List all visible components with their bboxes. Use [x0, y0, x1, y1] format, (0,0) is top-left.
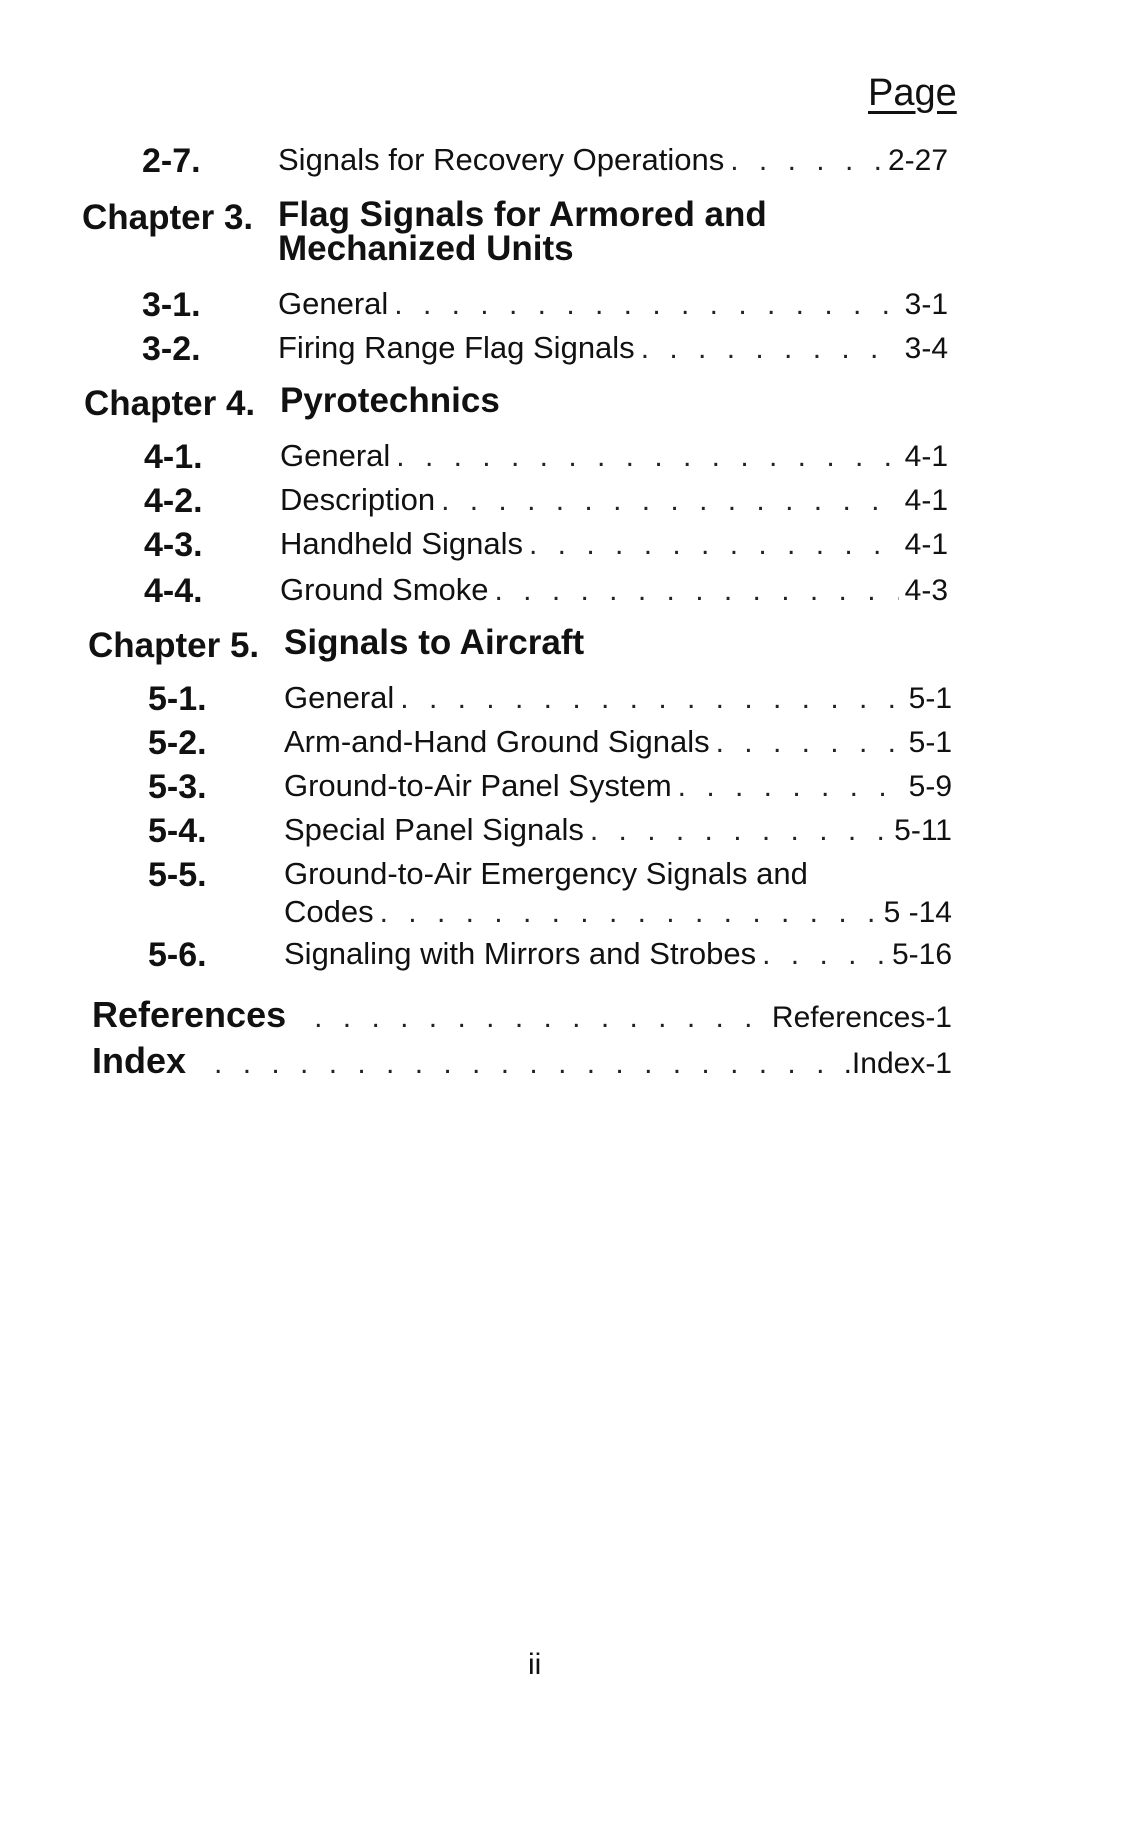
toc-entry-5-1[interactable]	[284, 680, 952, 716]
entry-page: 5-1	[908, 682, 952, 715]
entry-title: General	[278, 286, 389, 321]
entry-title: Firing Range Flag Signals	[278, 330, 635, 365]
entry-page: 3-1	[904, 288, 948, 321]
entry-page: 4-1	[904, 440, 948, 473]
toc-entry-index[interactable]	[92, 1040, 952, 1082]
entry-title: Signals for Recovery Operations	[278, 142, 725, 177]
entry-number: 5-3.	[148, 768, 207, 806]
chapter-title-line1[interactable]: Flag Signals for Armored and	[278, 195, 767, 234]
entry-number: 4-2.	[144, 482, 203, 520]
leader-dots	[400, 682, 902, 716]
chapter-number: Chapter 3.	[82, 198, 254, 237]
entry-number: 3-1.	[142, 286, 201, 324]
page-column-heading: Page	[868, 72, 957, 114]
page-number: ii	[528, 1648, 542, 1681]
leader-dots	[394, 288, 898, 322]
entry-number: 5-2.	[148, 724, 207, 762]
toc-entry-3-2[interactable]	[278, 330, 948, 366]
entry-page: 3-4	[904, 332, 948, 365]
leader-dots	[396, 440, 898, 474]
toc-entry-5-5[interactable]	[284, 894, 952, 930]
leader-dots	[590, 814, 888, 848]
entry-number: 2-7.	[142, 142, 201, 180]
entry-number: 4-4.	[144, 572, 203, 610]
entry-title-line2: Codes	[284, 894, 374, 929]
entry-page: 2-27	[887, 144, 948, 177]
chapter-title[interactable]: Pyrotechnics	[280, 381, 500, 420]
entry-title: Signaling with Mirrors and Strobes	[284, 936, 757, 971]
entry-title: Ground Smoke	[280, 572, 489, 607]
toc-entry-5-6[interactable]	[284, 936, 952, 972]
chapter-title[interactable]: Signals to Aircraft	[284, 623, 585, 662]
entry-page: 5-11	[894, 814, 952, 847]
leader-dots	[641, 332, 899, 366]
chapter-number: Chapter 4.	[84, 384, 256, 423]
toc-entry-4-4[interactable]	[280, 572, 948, 608]
entry-title: Handheld Signals	[280, 526, 524, 561]
toc-entry-4-1[interactable]	[280, 438, 948, 474]
entry-page: 5-1	[908, 726, 952, 759]
toc-entry-5-3[interactable]	[284, 768, 952, 804]
toc-entry-4-3[interactable]	[280, 526, 948, 562]
toc-entry-3-1[interactable]	[278, 286, 948, 322]
entry-page: 5-16	[891, 938, 952, 971]
entry-page: 5-9	[908, 770, 952, 803]
leader-dots	[678, 770, 903, 804]
leader-dots	[730, 144, 882, 178]
entry-page: 5 -14	[883, 896, 952, 929]
chapter-title-line2[interactable]: Mechanized Units	[278, 229, 574, 268]
toc-entry-2-7[interactable]	[278, 142, 948, 178]
toc-entry-4-2[interactable]	[280, 482, 948, 518]
entry-title: Ground-to-Air Panel System	[284, 768, 672, 803]
entry-number: 4-1.	[144, 438, 203, 476]
entry-title: Description	[280, 482, 436, 517]
entry-title: General	[280, 438, 391, 473]
entry-page: 4-1	[904, 528, 948, 561]
entry-number: 5-5.	[148, 856, 207, 894]
toc-entry-5-4[interactable]	[284, 812, 952, 848]
chapter-number: Chapter 5.	[88, 626, 260, 665]
leader-dots	[380, 896, 878, 930]
toc-entry-references[interactable]	[92, 994, 952, 1036]
toc-entry-5-2[interactable]	[284, 724, 952, 760]
leader-dots	[495, 574, 899, 608]
entry-page: References-1	[771, 1001, 952, 1034]
entry-title: References	[92, 994, 287, 1035]
entry-title: General	[284, 680, 395, 715]
entry-number: 5-6.	[148, 936, 207, 974]
entry-page: .Index-1	[843, 1047, 952, 1080]
entry-title-line1[interactable]: Ground-to-Air Emergency Signals and	[284, 856, 808, 891]
leader-dots	[529, 528, 899, 562]
leader-dots	[214, 1047, 844, 1081]
entry-title: Index	[92, 1040, 187, 1081]
leader-dots	[441, 484, 899, 518]
entry-number: 3-2.	[142, 330, 201, 368]
entry-number: 5-4.	[148, 812, 207, 850]
leader-dots	[762, 938, 886, 972]
entry-number: 5-1.	[148, 680, 207, 718]
entry-title: Arm-and-Hand Ground Signals	[284, 724, 710, 759]
entry-page: 4-1	[904, 484, 948, 517]
entry-page: 4-3	[904, 574, 948, 607]
entry-number: 4-3.	[144, 526, 203, 564]
entry-title: Special Panel Signals	[284, 812, 584, 847]
leader-dots	[314, 1001, 766, 1035]
leader-dots	[716, 726, 903, 760]
